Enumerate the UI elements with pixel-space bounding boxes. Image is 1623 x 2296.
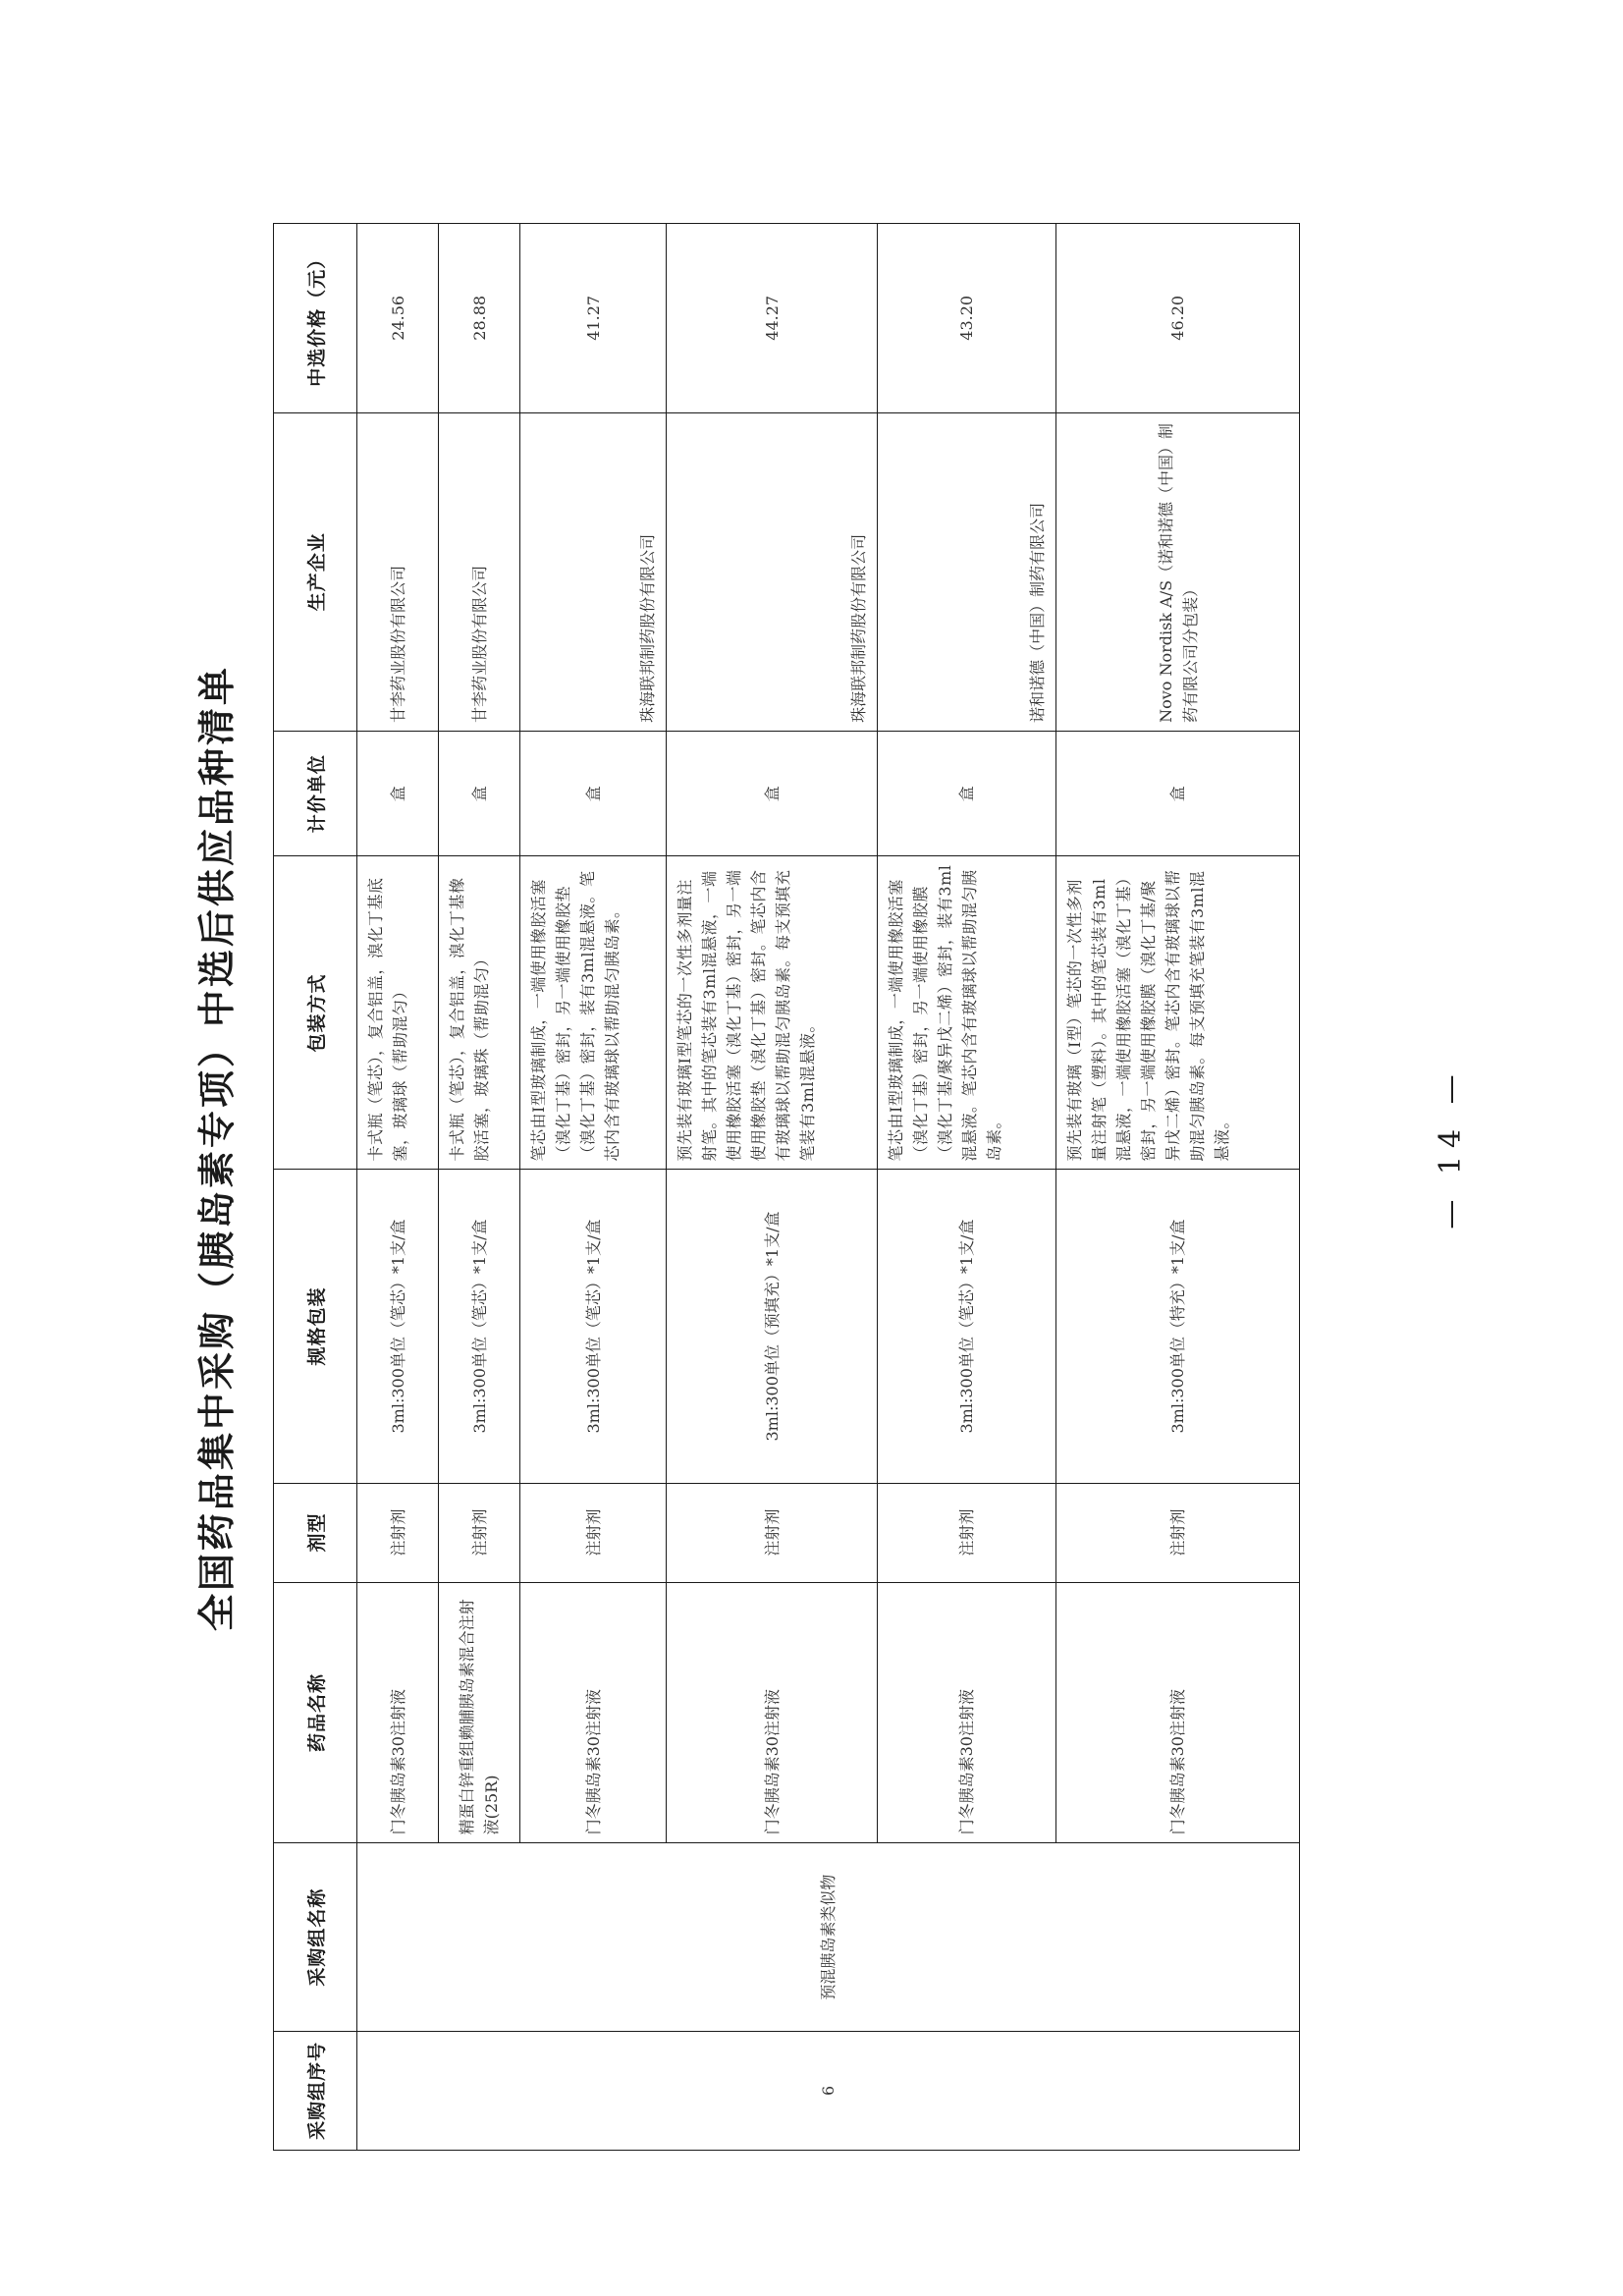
unit-cell: 盒: [439, 731, 520, 856]
dosage-form-cell: 注射剂: [1056, 1483, 1300, 1582]
drug-name-cell: 门冬胰岛素30注射液: [520, 1582, 667, 1843]
group-name-cell: 预混胰岛素类似物: [357, 1843, 1300, 2031]
price-cell: 24.56: [357, 224, 439, 413]
manufacturer-cell: 诺和诺德（中国）制药有限公司: [878, 412, 1056, 731]
unit-cell: 盒: [1056, 731, 1300, 856]
group-number-cell: 6: [357, 2031, 1300, 2150]
spec-cell: 3ml:300单位（预填充）*1支/盒: [667, 1170, 878, 1483]
packaging-cell: 笔芯由Ⅰ型玻璃制成，一端使用橡胶活塞（溴化丁基）密封，另一端使用橡胶垫（溴化丁基）密封，装有3ml混悬液。笔芯内含有玻璃球以帮助混匀胰岛素。: [520, 856, 667, 1170]
packaging-cell: 卡式瓶（笔芯），复合铝盖，溴化丁基橡胶活塞，玻璃珠（帮助混匀）: [439, 856, 520, 1170]
unit-cell: 盒: [667, 731, 878, 856]
spec-cell: 3ml:300单位（笔芯）*1支/盒: [439, 1170, 520, 1483]
header-group-name: 采购组名称: [274, 1843, 357, 2031]
dosage-form-cell: 注射剂: [878, 1483, 1056, 1582]
header-unit: 计价单位: [274, 731, 357, 856]
manufacturer-cell: 甘李药业股份有限公司: [439, 412, 520, 731]
header-spec: 规格包装: [274, 1170, 357, 1483]
dosage-form-cell: 注射剂: [357, 1483, 439, 1582]
manufacturer-cell: Novo Nordisk A/S（诺和诺德（中国）制药有限公司分包装）: [1056, 412, 1300, 731]
manufacturer-cell: 甘李药业股份有限公司: [357, 412, 439, 731]
manufacturer-cell: 珠海联邦制药股份有限公司: [520, 412, 667, 731]
unit-cell: 盒: [357, 731, 439, 856]
header-drug-name: 药品名称: [274, 1582, 357, 1843]
drug-name-cell: 精蛋白锌重组赖脯胰岛素混合注射液(25R): [439, 1582, 520, 1843]
table-row: [357, 224, 439, 2151]
dosage-form-cell: 注射剂: [667, 1483, 878, 1582]
drug-name-cell: 门冬胰岛素30注射液: [667, 1582, 878, 1843]
supply-list-table: [273, 223, 1300, 2151]
dosage-form-cell: 注射剂: [520, 1483, 667, 1582]
price-cell: 41.27: [520, 224, 667, 413]
header-manufacturer: 生产企业: [274, 412, 357, 731]
spec-cell: 3ml:300单位（特充）*1支/盒: [1056, 1170, 1300, 1483]
spec-cell: 3ml:300单位（笔芯）*1支/盒: [357, 1170, 439, 1483]
price-cell: 43.20: [878, 224, 1056, 413]
packaging-cell: 笔芯由Ⅰ型玻璃制成，一端使用橡胶活塞（溴化丁基）密封，另一端使用橡胶膜（溴化丁基/聚异戊二烯）密封，装有3ml混悬液。笔芯内含有玻璃球以帮助混匀胰岛素。: [878, 856, 1056, 1170]
packaging-cell: 预先装有玻璃（Ⅰ型）笔芯的一次性多剂量注射笔（塑料）。其中的笔芯装有3ml混悬液，一端使用橡胶活塞（溴化丁基）密封，另一端使用橡胶膜（溴化丁基/聚异戊二烯）密封。笔芯内含有玻璃球以帮助混匀胰岛素。每支预填充笔装有3ml混悬液。: [1056, 856, 1300, 1170]
header-price: 中选价格（元）: [274, 224, 357, 413]
packaging-cell: 卡式瓶（笔芯），复合铝盖，溴化丁基底塞，玻璃球（帮助混匀）: [357, 856, 439, 1170]
drug-name-cell: 门冬胰岛素30注射液: [357, 1582, 439, 1843]
unit-cell: 盒: [520, 731, 667, 856]
spec-cell: 3ml:300单位（笔芯）*1支/盒: [878, 1170, 1056, 1483]
packaging-cell: 预先装有玻璃Ⅰ型笔芯的一次性多剂量注射笔。其中的笔芯装有3ml混悬液，一端使用橡胶活塞（溴化丁基）密封，另一端使用橡胶垫（溴化丁基）密封。笔芯内含有玻璃球以帮助混匀胰岛素。每支预填充笔装有3ml混悬液。: [667, 856, 878, 1170]
document-title: 全国药品集中采购（胰岛素专项）中选后供应品种清单: [195, 665, 239, 1632]
spec-cell: 3ml:300单位（笔芯）*1支/盒: [520, 1170, 667, 1483]
drug-name-cell: 门冬胰岛素30注射液: [878, 1582, 1056, 1843]
price-cell: 44.27: [667, 224, 878, 413]
drug-name-cell: 门冬胰岛素30注射液: [1056, 1582, 1300, 1843]
manufacturer-cell: 珠海联邦制药股份有限公司: [667, 412, 878, 731]
unit-cell: 盒: [878, 731, 1056, 856]
price-cell: 46.20: [1056, 224, 1300, 413]
header-dosage-form: 剂型: [274, 1483, 357, 1582]
page-number: — 14 —: [1434, 1066, 1468, 1230]
header-packaging: 包装方式: [274, 856, 357, 1170]
header-row: [274, 224, 357, 2151]
header-group-no: 采购组序号: [274, 2031, 357, 2150]
price-cell: 28.88: [439, 224, 520, 413]
dosage-form-cell: 注射剂: [439, 1483, 520, 1582]
